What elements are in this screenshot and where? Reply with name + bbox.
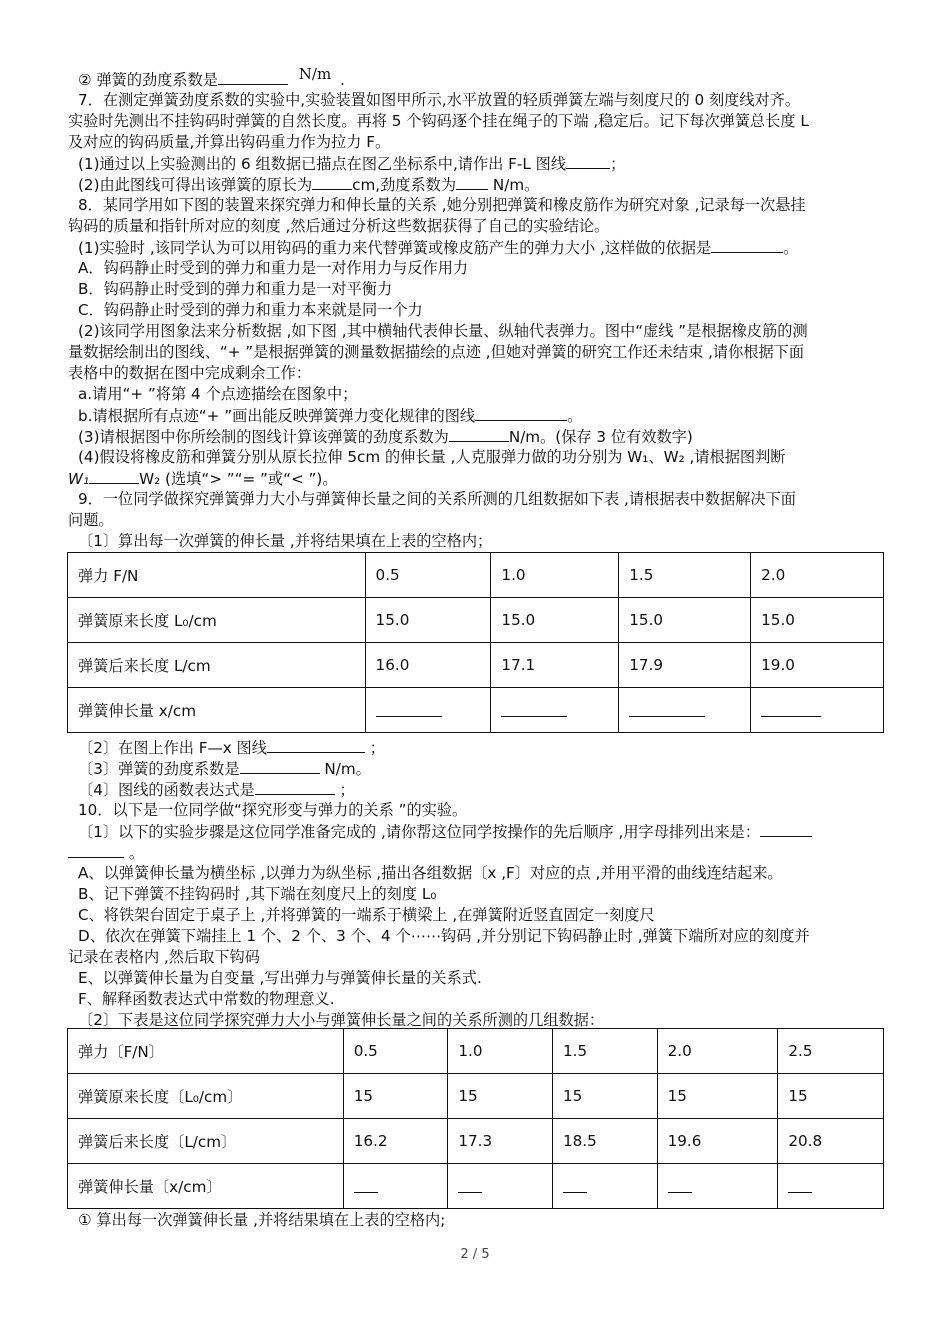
q8-sub3-text2: N/m。(保存 3 位有效数字) xyxy=(508,428,693,446)
answer-cell[interactable] xyxy=(552,1164,657,1209)
q9-line-2: 问题。 xyxy=(68,511,114,529)
q8-sub4-line-1: (4)假设将橡皮筋和弹簧分别从原长拉伸 5cm 的伸长量 ,人克服弹力做的功分别为 W₁、W₂ ,请根据图判断 xyxy=(78,448,786,466)
q9-sub2 xyxy=(78,737,894,759)
q7-line-1: 7．在测定弹簧劲度系数的实验中,实验装置如图甲所示,水平放置的轻质弹簧左端与刻度尺的 0 刻度线对齐。 xyxy=(78,91,801,109)
table-cell: 15 xyxy=(343,1074,448,1119)
unit-label: N/m xyxy=(298,65,332,83)
row-label: 弹力 F/N xyxy=(68,553,366,598)
answer-blank[interactable] xyxy=(566,153,610,169)
q7-sub1-text: (1)通过以上实验测出的 6 组数据已描点在图乙坐标系中,请作出 F-L 图线 xyxy=(78,155,567,173)
row-label: 弹簧伸长量〔x/cm〕 xyxy=(68,1164,344,1209)
q9-sub4 xyxy=(78,779,894,801)
data-table-2 xyxy=(67,1028,884,1209)
answer-cell[interactable] xyxy=(365,688,491,733)
answer-blank[interactable] xyxy=(312,174,352,190)
row-label: 弹簧后来长度〔L/cm〕 xyxy=(68,1119,344,1164)
table-cell: 15 xyxy=(552,1074,657,1119)
table-cell: 1.5 xyxy=(619,553,751,598)
q10-sub1 xyxy=(78,821,894,843)
row-label: 弹簧原来长度 L₀/cm xyxy=(68,598,366,643)
table-cell: 19.6 xyxy=(657,1119,778,1164)
answer-blank[interactable] xyxy=(68,842,124,858)
step-a: A、以弹簧伸长量为横坐标 ,以弹力为纵坐标 ,描出各组数据〔x ,F〕对应的点 ,并用平滑的曲线连结起来。 xyxy=(78,864,783,882)
answer-cell[interactable] xyxy=(751,688,884,733)
answer-cell[interactable] xyxy=(491,688,619,733)
q6-line xyxy=(78,65,894,91)
q8-sub1 xyxy=(78,237,894,259)
q9-sub3-text: 〔3〕弹簧的劲度系数是 xyxy=(78,760,240,778)
q10-sub1-text: 〔1〕以下的实验步骤是这位同学准备完成的 ,请你帮这位同学按操作的先后顺序 ,用字母排列出来是： xyxy=(78,823,761,841)
q9-line-1: 9．一位同学做探究弹簧弹力大小与弹簧伸长量之间的关系所测的几组数据如下表 ,请根据表中数据解决下面 xyxy=(78,490,796,508)
table-cell: 16.2 xyxy=(343,1119,448,1164)
answer-blank[interactable] xyxy=(89,468,139,484)
table-cell: 1.0 xyxy=(491,553,619,598)
answer-blank[interactable] xyxy=(267,737,365,753)
q10-line-1: 10．以下是一位同学做“探究形变与弹力的关系 ”的实验。 xyxy=(78,801,468,819)
q8-sub2-line-2: 量数据绘制出的图线、“+ ”是根据弹簧的测量数据描绘的点迹 ,但她对弹簧的研究工作还未结束 ,请你根据下面 xyxy=(68,343,805,361)
table-cell: 15.0 xyxy=(619,598,751,643)
q7-sub2-text2: cm,劲度系数为 xyxy=(352,176,457,194)
answer-blank[interactable] xyxy=(255,779,335,795)
answer-cell[interactable] xyxy=(343,1164,448,1209)
table-cell: 0.5 xyxy=(343,1029,448,1074)
option-b: B．钩码静止时受到的弹力和重力是一对平衡力 xyxy=(78,280,393,298)
table-cell: 15 xyxy=(778,1074,884,1119)
table-cell: 1.5 xyxy=(552,1029,657,1074)
table-row xyxy=(68,553,884,598)
answer-blank[interactable] xyxy=(760,821,812,837)
table-cell: 20.8 xyxy=(778,1119,884,1164)
table-row xyxy=(68,1074,884,1119)
q10-sub2-task1: ① 算出每一次弹簧伸长量 ,并将结果填在上表的空格内; xyxy=(78,1211,446,1229)
answer-blank[interactable] xyxy=(449,426,509,442)
period: . xyxy=(340,71,345,89)
row-label: 弹簧伸长量 x/cm xyxy=(68,688,366,733)
q7-sub2 xyxy=(78,174,894,196)
table-row xyxy=(68,1029,884,1074)
punct: ； xyxy=(364,739,385,757)
step-f: F、解释函数表达式中常数的物理意义. xyxy=(78,990,335,1008)
table-cell: 15.0 xyxy=(751,598,884,643)
table-cell: 19.0 xyxy=(751,643,884,688)
table-row xyxy=(68,688,884,733)
punct: 。 xyxy=(567,407,583,425)
table-cell: 2.0 xyxy=(657,1029,778,1074)
q8-sub2-line-3: 表格中的数据在图中完成剩余工作： xyxy=(68,364,311,382)
q8-sub4-line-2 xyxy=(68,468,884,490)
q8-task-b-text: b.请根据所有点迹“+ ”画出能反映弹簧弹力变化规律的图线 xyxy=(78,407,476,425)
w1-label: W₁ xyxy=(68,470,90,488)
table-cell: 15.0 xyxy=(365,598,491,643)
row-label: 弹簧后来长度 L/cm xyxy=(68,643,366,688)
q8-task-a: a.请用“+ ”将第 4 个点迹描绘在图象中； xyxy=(78,385,358,403)
table-row xyxy=(68,1164,884,1209)
table-cell: 17.9 xyxy=(619,643,751,688)
step-e: E、以弹簧伸长量为自变量 ,写出弹力与弹簧伸长量的关系式. xyxy=(78,969,482,987)
punct: 。 xyxy=(124,844,145,862)
answer-blank[interactable] xyxy=(456,174,488,190)
q7-line-3: 及对应的钩码质量,并算出钩码重力作为拉力 F。 xyxy=(68,133,391,151)
q9-sub1: 〔1〕算出每一次弹簧的伸长量 ,并将结果填在上表的空格内； xyxy=(78,532,493,550)
table-cell: 17.3 xyxy=(448,1119,553,1164)
q6-text: ② 弹簧的劲度系数是 xyxy=(78,71,218,89)
unit: N/m。 xyxy=(488,176,540,194)
q9-sub3 xyxy=(78,758,894,780)
step-d-cont: 记录在表格内 ,然后取下钩码 xyxy=(68,948,260,966)
q8-sub4-text: W₂ (选填“> ”“= ”或“< ”)。 xyxy=(139,470,338,488)
punct: ； xyxy=(334,781,355,799)
data-table-1 xyxy=(67,552,884,733)
answer-blank[interactable] xyxy=(711,237,783,253)
q8-sub2-line-1: (2)该同学用图象法来分析数据 ,如下图 ,其中横轴代表伸长量、纵轴代表弹力。图中“虚线 ”是根据橡皮筋的测 xyxy=(78,322,808,340)
option-c: C．钩码静止时受到的弹力和重力本来就是同一个力 xyxy=(78,301,423,319)
table-cell: 15.0 xyxy=(491,598,619,643)
row-label: 弹力〔F/N〕 xyxy=(68,1029,344,1074)
answer-cell[interactable] xyxy=(657,1164,778,1209)
table-cell: 0.5 xyxy=(365,553,491,598)
q7-sub2-text: (2)由此图线可得出该弹簧的原长为 xyxy=(78,176,313,194)
table-cell: 2.0 xyxy=(751,553,884,598)
page-number: 2 / 5 xyxy=(460,1247,490,1262)
option-a: A．钩码静止时受到的弹力和重力是一对作用力与反作用力 xyxy=(78,259,469,277)
q7-sub1 xyxy=(78,153,894,175)
step-c: C、将铁架台固定于桌子上 ,并将弹簧的一端系于横梁上 ,在弹簧附近竖直固定一刻度尺 xyxy=(78,906,655,924)
answer-blank[interactable] xyxy=(475,405,567,421)
unit: N/m。 xyxy=(319,760,371,778)
q8-task-b xyxy=(78,405,894,427)
answer-cell[interactable] xyxy=(778,1164,884,1209)
q10-sub2: 〔2〕下表是这位同学探究弹力大小与弹簧伸长量之间的关系所测的几组数据： xyxy=(78,1011,605,1029)
q10-sub1-cont xyxy=(68,842,884,864)
table-cell: 2.5 xyxy=(778,1029,884,1074)
table-row xyxy=(68,598,884,643)
q9-sub2-text: 〔2〕在图上作出 F—x 图线 xyxy=(78,739,267,757)
q8-sub3-text: (3)请根据图中你所绘制的图线计算该弹簧的劲度系数为 xyxy=(78,428,449,446)
step-b: B、记下弹簧不挂钩码时 ,其下端在刻度尺上的刻度 L₀ xyxy=(78,885,437,903)
q8-line-2: 钩码的质量和指针所对应的刻度 ,然后通过分析这些数据获得了自己的实验结论。 xyxy=(68,217,610,235)
q8-sub1-text: (1)实验时 ,该同学认为可以用钩码的重力来代替弹簧或橡皮筋产生的弹力大小 ,这样做的依据是 xyxy=(78,239,712,257)
q8-line-1: 8．某同学用如下图的装置来探究弹力和伸长量的关系 ,她分别把弹簧和橡皮筋作为研究对象 ,记录每一次悬挂 xyxy=(78,196,806,214)
table-row xyxy=(68,1119,884,1164)
answer-cell[interactable] xyxy=(619,688,751,733)
table-cell: 17.1 xyxy=(491,643,619,688)
table-cell: 16.0 xyxy=(365,643,491,688)
row-label: 弹簧原来长度〔L₀/cm〕 xyxy=(68,1074,344,1119)
punct: ； xyxy=(610,155,626,173)
answer-blank[interactable] xyxy=(218,69,288,85)
answer-blank[interactable] xyxy=(240,758,320,774)
q7-line-2: 实验时先测出不挂钩码时弹簧的自然长度。再将 5 个钩码逐个挂在绳子的下端 ,稳定后。记下每次弹簧总长度 L xyxy=(68,112,809,130)
table-cell: 18.5 xyxy=(552,1119,657,1164)
punct: 。 xyxy=(783,239,799,257)
table-row xyxy=(68,643,884,688)
table-cell: 15 xyxy=(448,1074,553,1119)
answer-cell[interactable] xyxy=(448,1164,553,1209)
q8-sub3 xyxy=(78,426,894,448)
table-cell: 1.0 xyxy=(448,1029,553,1074)
q9-sub4-text: 〔4〕图线的函数表达式是 xyxy=(78,781,255,799)
table-cell: 15 xyxy=(657,1074,778,1119)
step-d: D、依次在弹簧下端挂上 1 个、2 个、3 个、4 个⋯⋯钩码 ,并分别记下钩码静止时 ,弹簧下端所对应的刻度并 xyxy=(78,927,810,945)
